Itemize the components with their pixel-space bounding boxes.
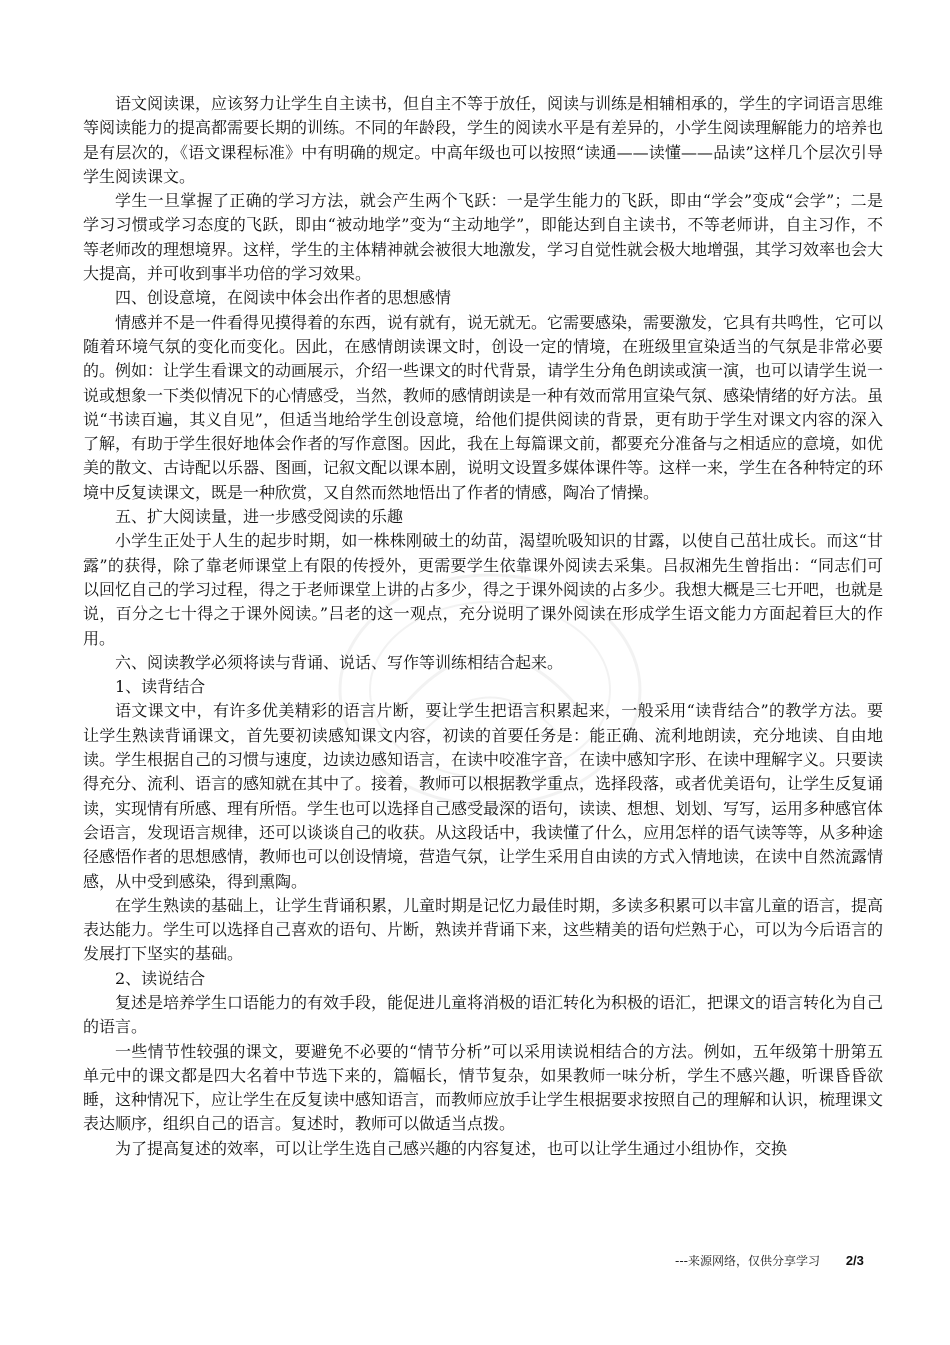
body-paragraph: 学生一旦掌握了正确的学习方法，就会产生两个飞跃：一是学生能力的飞跃，即由“学会”变成“会学”；二是学习习惯或学习态度的飞跃，即由“被动地学”变为“主动地学”，即能达到自主读书，不等老师讲，自主习作，不等老师改的理想境界。这样，学生的主体精神就会被很大地激发，学习自觉性就会极大地增强，其学习效率也会大大提高，并可收到事半功倍的学习效果。 [83,191,884,284]
section-heading: 六、阅读教学必须将读与背诵、说话、写作等训练相结合起来。 [115,652,564,672]
body-paragraph: 语文阅读课，应该努力让学生自主读书，但自主不等于放任，阅读与训练是相辅相承的，学生的字词语言思维等阅读能力的提高都需要长期的训练。不同的年龄段，学生的阅读水平是有差异的，小学生阅读理解能力的培养也是有层次的，《语文课程标准》中有明确的规定。中高年级也可以按照“读通——读懂——品读”这样几个层次引导学生阅读课文。 [83,94,884,186]
document-body [83,92,883,1161]
section-heading: 四、创设意境，在阅读中体会出作者的思想感情 [115,288,452,308]
section-heading: 2、读说结合 [115,968,206,988]
body-paragraph: 情感并不是一件看得见摸得着的东西，说有就有，说无就无。它需要感染，需要激发，它具有共鸣性，它可以随着环境气氛的变化而变化。因此，在感情朗读课文时，创设一定的情境，在班级里宣染适当的气氛是非常必要的。例如：让学生看课文的动画展示，介绍一些课文的时代背景，请学生分角色朗读或演一演，也可以请学生说一说或想象一下类似情况下的心情感受，当然，教师的感情朗读是一种有效而常用宣染气氛、感染情绪的好方法。虽说“书读百遍，其义自见”，但适当地给学生创设意境，给他们提供阅读的背景，更有助于学生对课文内容的深入了解，有助于学生很好地体会作者的写作意图。因此，我在上每篇课文前，都要充分准备与之相适应的意境，如优美的散文、古诗配以乐器、图画，记叙文配以课本剧，说明文设置多媒体课件等。这样一来，学生在各种特定的环境中反复读课文，既是一种欣赏，又自然而然地悟出了作者的情感，陶冶了情操。 [83,312,884,502]
page-footer [675,1253,905,1269]
section-heading: 1、读背结合 [115,677,206,697]
body-paragraph: 复述是培养学生口语能力的有效手段，能促进儿童将消极的语汇转化为积极的语汇，把课文的语言转化为自己的语言。 [83,992,884,1037]
body-paragraph: 在学生熟读的基础上，让学生背诵积累，儿童时期是记忆力最佳时期，多读多积累可以丰富儿童的语言，提高表达能力。学生可以选择自己喜欢的语句、片断，熟读并背诵下来，这些精美的语句烂熟于心，可以为今后语言的发展打下坚实的基础。 [83,895,884,964]
body-paragraph: 为了提高复述的效率，可以让学生选自己感兴趣的内容复述，也可以让学生通过小组协作，交换 [115,1138,788,1158]
body-paragraph: 一些情节性较强的课文，要避免不必要的“情节分析”可以采用读说相结合的方法。例如，五年级第十册第五单元中的课文都是四大名着中节选下来的，篇幅长，情节复杂，如果教师一味分析，学生不感兴趣，听课昏昏欲睡，这种情况下，应让学生在反复读中感知语言，而教师应放手让学生根据要求按照自己的理解和认识，梳理课文表达顺序，组织自己的语言。复述时，教师可以做适当点拨。 [83,1041,884,1134]
body-paragraph: 语文课文中，有许多优美精彩的语言片断，要让学生把语言积累起来，一般采用“读背结合”的教学方法。要让学生熟读背诵课文，首先要初读感知课文内容，初读的首要任务是：能正确、流利地朗读，充分地读、自由地读。学生根据自己的习惯与速度，边读边感知语言，在读中咬准字音，在读中感知字形、在读中理解字义。只要读得充分、流利、语言的感知就在其中了。接着，教师可以根据教学重点，选择段落，或者优美语句，让学生反复诵读，实现情有所感、理有所悟。学生也可以选择自己感受最深的语句，读读、想想、划划、写写，运用多种感官体会语言，发现语言规律，还可以谈谈自己的收获。从这段话中，我读懂了什么，应用怎样的语气读等等，从多种途径感悟作者的思想感情，教师也可以创设情境，营造气氛，让学生采用自由读的方式入情地读，在读中自然流露情感，从中受到感染，得到熏陶。 [83,701,884,891]
body-paragraph: 小学生正处于人生的起步时期，如一株株刚破土的幼苗，渴望吮吸知识的甘露，以使自己茁壮成长。而这“甘露”的获得，除了靠老师课堂上有限的传授外，更需要学生依靠课外阅读去采集。吕叔湘先生曾指出：“同志们可以回忆自己的学习过程，得之于老师课堂上讲的占多少，得之于课外阅读的占多少。我想大概是三七开吧，也就是说，百分之七十得之于课外阅读。”吕老的这一观点，充分说明了课外阅读在形成学生语文能力方面起着巨大的作用。 [83,531,884,648]
footer-source-note: ---来源网络，仅供分享学习 [675,1254,820,1268]
page-number: 2/3 [845,1253,864,1268]
section-heading: 五、扩大阅读量，进一步感受阅读的乐趣 [115,507,404,527]
